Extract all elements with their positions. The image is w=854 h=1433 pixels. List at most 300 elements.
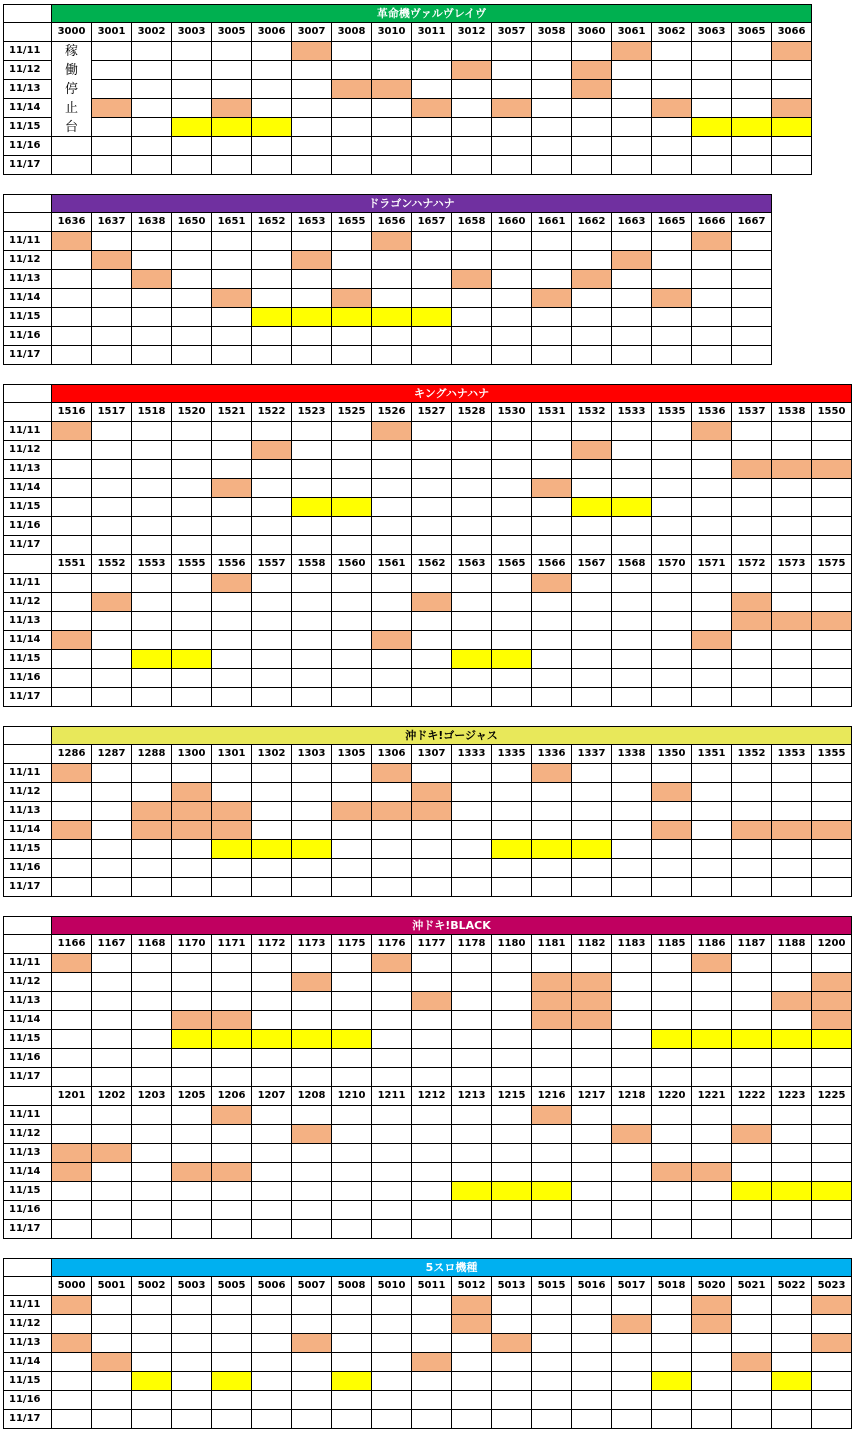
cell-empty [812, 422, 852, 441]
cell-empty [772, 1106, 812, 1125]
cell-empty [732, 99, 772, 118]
cell-empty [412, 156, 452, 175]
cell-yellow-mark [332, 498, 372, 517]
cell-empty [532, 536, 572, 555]
machine-number: 1575 [812, 555, 852, 574]
cell-empty [412, 42, 452, 61]
cell-orange-mark [572, 1011, 612, 1030]
cell-empty [612, 612, 652, 631]
cell-empty [732, 327, 772, 346]
cell-empty [652, 878, 692, 897]
cell-empty [372, 1144, 412, 1163]
date-row [3, 99, 812, 118]
cell-empty [212, 137, 252, 156]
cell-empty [732, 574, 772, 593]
cell-yellow-mark [372, 308, 412, 327]
cell-empty [172, 1106, 212, 1125]
cell-yellow-mark [252, 1030, 292, 1049]
cell-empty [492, 593, 532, 612]
cell-empty [372, 1353, 412, 1372]
cell-empty [612, 764, 652, 783]
date-row [3, 327, 772, 346]
cell-empty [172, 232, 212, 251]
cell-empty [732, 1011, 772, 1030]
cell-empty [572, 289, 612, 308]
machine-number: 1537 [732, 403, 772, 422]
cell-empty [252, 859, 292, 878]
machine-number: 1213 [452, 1087, 492, 1106]
cell-empty [412, 1125, 452, 1144]
machine-number: 1187 [732, 935, 772, 954]
cell-empty [212, 498, 252, 517]
cell-empty [372, 346, 412, 365]
cell-empty [812, 1106, 852, 1125]
machine-number: 5017 [612, 1277, 652, 1296]
cell-orange-mark [732, 460, 772, 479]
machine-number: 1353 [772, 745, 812, 764]
cell-empty [132, 517, 172, 536]
cell-empty [652, 1315, 692, 1334]
machine-number: 1566 [532, 555, 572, 574]
cell-empty [652, 42, 692, 61]
cell-empty [52, 289, 92, 308]
cell-empty [412, 859, 452, 878]
cell-empty [252, 1220, 292, 1239]
cell-empty [52, 156, 92, 175]
note-char: 稼 [64, 43, 78, 59]
cell-empty [292, 1201, 332, 1220]
cell-orange-mark [132, 821, 172, 840]
cell-yellow-mark [212, 118, 252, 137]
cell-empty [492, 764, 532, 783]
cell-yellow-mark [772, 118, 812, 137]
cell-empty [732, 783, 772, 802]
cell-empty [692, 441, 732, 460]
cell-empty [532, 1391, 572, 1410]
cell-empty [572, 821, 612, 840]
cell-empty [772, 783, 812, 802]
date-row [3, 1334, 852, 1353]
cell-empty [412, 612, 452, 631]
date-row [3, 441, 852, 460]
cell-empty [532, 232, 572, 251]
cell-orange-mark [452, 1315, 492, 1334]
machine-number: 1302 [252, 745, 292, 764]
cell-empty [732, 308, 772, 327]
cell-empty [212, 973, 252, 992]
machine-number: 1531 [532, 403, 572, 422]
date-row [3, 137, 812, 156]
cell-orange-mark [492, 1334, 532, 1353]
corner-cell [3, 213, 52, 232]
cell-empty [132, 1011, 172, 1030]
cell-empty [252, 1372, 292, 1391]
cell-empty [572, 156, 612, 175]
cell-empty [532, 1334, 572, 1353]
cell-orange-mark [332, 80, 372, 99]
cell-empty [372, 1106, 412, 1125]
cell-empty [812, 1125, 852, 1144]
cell-empty [252, 821, 292, 840]
cell-empty [212, 688, 252, 707]
cell-empty [772, 137, 812, 156]
cell-orange-mark [52, 422, 92, 441]
machine-number: 1300 [172, 745, 212, 764]
cell-empty [212, 1144, 252, 1163]
cell-yellow-mark [252, 308, 292, 327]
date-label: 11/11 [3, 232, 52, 251]
cell-orange-mark [572, 270, 612, 289]
cell-empty [732, 232, 772, 251]
cell-empty [452, 1106, 492, 1125]
cell-empty [612, 1391, 652, 1410]
machine-number: 1556 [212, 555, 252, 574]
cell-empty [252, 764, 292, 783]
corner-cell [3, 1087, 52, 1106]
cell-empty [452, 802, 492, 821]
cell-empty [492, 1372, 532, 1391]
cell-empty [812, 954, 852, 973]
cell-orange-mark [692, 954, 732, 973]
cell-empty [732, 1049, 772, 1068]
cell-empty [372, 973, 412, 992]
cell-orange-mark [292, 1334, 332, 1353]
cell-empty [332, 1011, 372, 1030]
cell-empty [292, 574, 332, 593]
cell-empty [252, 878, 292, 897]
machine-number: 1215 [492, 1087, 532, 1106]
cell-orange-mark [132, 802, 172, 821]
cell-empty [252, 574, 292, 593]
date-label: 11/13 [3, 612, 52, 631]
cell-empty [492, 327, 532, 346]
cell-empty [172, 1220, 212, 1239]
cell-empty [132, 840, 172, 859]
date-label: 11/12 [3, 593, 52, 612]
cell-empty [652, 460, 692, 479]
cell-empty [212, 612, 252, 631]
cell-empty [492, 1068, 532, 1087]
date-label: 11/17 [3, 688, 52, 707]
cell-empty [652, 1125, 692, 1144]
cell-empty [612, 593, 652, 612]
cell-empty [492, 631, 532, 650]
cell-empty [292, 80, 332, 99]
cell-empty [252, 289, 292, 308]
date-row [3, 859, 852, 878]
cell-orange-mark [532, 1011, 572, 1030]
machine-number: 1203 [132, 1087, 172, 1106]
cell-empty [292, 327, 332, 346]
cell-empty [332, 1163, 372, 1182]
cell-empty [492, 1106, 532, 1125]
cell-empty [412, 61, 452, 80]
cell-empty [652, 1201, 692, 1220]
cell-empty [612, 1410, 652, 1429]
cell-empty [292, 650, 332, 669]
cell-empty [52, 688, 92, 707]
cell-empty [452, 1163, 492, 1182]
date-label: 11/13 [3, 992, 52, 1011]
cell-empty [92, 61, 132, 80]
cell-orange-mark [532, 764, 572, 783]
machine-number: 1351 [692, 745, 732, 764]
date-row [3, 1410, 852, 1429]
cell-empty [692, 42, 732, 61]
cell-empty [92, 802, 132, 821]
cell-yellow-mark [572, 498, 612, 517]
date-label: 11/14 [3, 289, 52, 308]
cell-empty [292, 460, 332, 479]
cell-empty [172, 764, 212, 783]
cell-empty [772, 1068, 812, 1087]
cell-yellow-mark [332, 1030, 372, 1049]
cell-empty [492, 612, 532, 631]
cell-empty [612, 536, 652, 555]
machine-number: 5003 [172, 1277, 212, 1296]
machine-number: 1301 [212, 745, 252, 764]
cell-empty [572, 1068, 612, 1087]
cell-empty [452, 973, 492, 992]
cell-empty [372, 270, 412, 289]
cell-empty [52, 1182, 92, 1201]
cell-empty [452, 1049, 492, 1068]
cell-orange-mark [572, 61, 612, 80]
cell-empty [692, 1068, 732, 1087]
cell-orange-mark [612, 1125, 652, 1144]
cell-empty [612, 631, 652, 650]
cell-empty [92, 327, 132, 346]
cell-empty [212, 42, 252, 61]
cell-empty [572, 232, 612, 251]
cell-empty [332, 118, 372, 137]
cell-empty [172, 631, 212, 650]
machine-number: 5008 [332, 1277, 372, 1296]
cell-empty [692, 1049, 732, 1068]
cell-empty [572, 669, 612, 688]
cell-empty [612, 859, 652, 878]
cell-empty [372, 42, 412, 61]
cell-empty [252, 612, 292, 631]
date-row [3, 1315, 852, 1334]
cell-empty [412, 460, 452, 479]
cell-yellow-mark [292, 308, 332, 327]
date-label: 11/17 [3, 1410, 52, 1429]
cell-empty [132, 156, 172, 175]
cell-empty [372, 859, 412, 878]
cell-empty [332, 517, 372, 536]
cell-empty [372, 878, 412, 897]
cell-empty [732, 954, 772, 973]
cell-empty [612, 99, 652, 118]
cell-yellow-mark [772, 1372, 812, 1391]
cell-empty [452, 42, 492, 61]
cell-empty [172, 1391, 212, 1410]
cell-empty [92, 422, 132, 441]
cell-empty [492, 156, 532, 175]
cell-empty [52, 1068, 92, 1087]
cell-empty [332, 973, 372, 992]
cell-orange-mark [532, 574, 572, 593]
machine-number: 1166 [52, 935, 92, 954]
table-valvrave [3, 4, 812, 175]
cell-empty [652, 232, 692, 251]
cell-orange-mark [292, 251, 332, 270]
machine-number: 1335 [492, 745, 532, 764]
cell-empty [692, 327, 732, 346]
cell-empty [172, 1201, 212, 1220]
date-row [3, 840, 852, 859]
corner-cell [3, 555, 52, 574]
cell-yellow-mark [132, 650, 172, 669]
cell-empty [372, 1372, 412, 1391]
cell-empty [132, 1125, 172, 1144]
cell-empty [612, 1030, 652, 1049]
cell-empty [372, 1410, 412, 1429]
cell-empty [652, 80, 692, 99]
cell-empty [92, 631, 132, 650]
date-label: 11/13 [3, 1334, 52, 1353]
machine-number: 1178 [452, 935, 492, 954]
machine-number: 1170 [172, 935, 212, 954]
cell-empty [132, 878, 172, 897]
cell-empty [652, 612, 692, 631]
machine-number: 1183 [612, 935, 652, 954]
cell-empty [492, 1315, 532, 1334]
cell-empty [412, 1391, 452, 1410]
cell-empty [252, 270, 292, 289]
cell-empty [52, 783, 92, 802]
cell-empty [772, 1201, 812, 1220]
cell-empty [452, 479, 492, 498]
cell-empty [612, 992, 652, 1011]
cell-yellow-mark [212, 1030, 252, 1049]
cell-empty [372, 1068, 412, 1087]
cell-empty [692, 517, 732, 536]
cell-empty [612, 460, 652, 479]
cell-orange-mark [772, 821, 812, 840]
cell-empty [332, 1125, 372, 1144]
cell-empty [252, 327, 292, 346]
cell-empty [372, 574, 412, 593]
cell-empty [452, 422, 492, 441]
cell-empty [812, 1220, 852, 1239]
cell-empty [652, 308, 692, 327]
cell-empty [732, 1410, 772, 1429]
cell-empty [252, 232, 292, 251]
cell-empty [332, 859, 372, 878]
machine-number: 1528 [452, 403, 492, 422]
cell-empty [172, 536, 212, 555]
machine-number: 1182 [572, 935, 612, 954]
cell-empty [292, 536, 332, 555]
cell-empty [652, 1182, 692, 1201]
cell-empty [252, 1011, 292, 1030]
cell-empty [292, 859, 332, 878]
cell-empty [92, 1106, 132, 1125]
cell-empty [332, 1353, 372, 1372]
cell-empty [92, 1030, 132, 1049]
cell-empty [652, 631, 692, 650]
cell-orange-mark [52, 1296, 92, 1315]
date-label: 11/15 [3, 1182, 52, 1201]
cell-empty [172, 1372, 212, 1391]
cell-empty [52, 479, 92, 498]
cell-empty [572, 1144, 612, 1163]
table-okidoki-black [3, 916, 852, 1239]
cell-empty [412, 1334, 452, 1353]
date-label: 11/14 [3, 1353, 52, 1372]
machine-number: 1661 [532, 213, 572, 232]
cell-empty [412, 536, 452, 555]
cell-empty [772, 61, 812, 80]
cell-empty [612, 1220, 652, 1239]
machine-number: 1303 [292, 745, 332, 764]
cell-yellow-mark [452, 1182, 492, 1201]
machine-number: 5001 [92, 1277, 132, 1296]
cell-empty [492, 137, 532, 156]
cell-orange-mark [372, 80, 412, 99]
cell-yellow-mark [492, 650, 532, 669]
cell-empty [492, 973, 532, 992]
cell-empty [812, 1068, 852, 1087]
cell-empty [412, 80, 452, 99]
machine-number: 1535 [652, 403, 692, 422]
cell-empty [612, 137, 652, 156]
cell-empty [572, 593, 612, 612]
machine-number: 5023 [812, 1277, 852, 1296]
cell-orange-mark [772, 99, 812, 118]
cell-empty [132, 137, 172, 156]
cell-empty [132, 1391, 172, 1410]
cell-empty [172, 1296, 212, 1315]
cell-orange-mark [652, 1163, 692, 1182]
cell-empty [252, 688, 292, 707]
cell-orange-mark [412, 783, 452, 802]
cell-empty [52, 441, 92, 460]
cell-empty [612, 1106, 652, 1125]
machine-number: 1307 [412, 745, 452, 764]
cell-empty [652, 498, 692, 517]
cell-empty [732, 441, 772, 460]
cell-empty [812, 498, 852, 517]
cell-empty [332, 954, 372, 973]
cell-empty [212, 593, 252, 612]
cell-empty [412, 1372, 452, 1391]
cell-empty [652, 650, 692, 669]
cell-orange-mark [212, 802, 252, 821]
cell-empty [812, 631, 852, 650]
machine-number: 3001 [92, 23, 132, 42]
date-row [3, 517, 852, 536]
machine-number: 1522 [252, 403, 292, 422]
cell-empty [412, 1106, 452, 1125]
cell-empty [372, 593, 412, 612]
cell-orange-mark [212, 289, 252, 308]
cell-orange-mark [692, 1296, 732, 1315]
machine-number: 3007 [292, 23, 332, 42]
cell-empty [212, 61, 252, 80]
cell-empty [492, 954, 532, 973]
cell-empty [172, 1068, 212, 1087]
cell-empty [532, 137, 572, 156]
machine-number: 1338 [612, 745, 652, 764]
note-char: 止 [64, 100, 78, 116]
cell-empty [732, 1220, 772, 1239]
machine-number: 1217 [572, 1087, 612, 1106]
cell-orange-mark [332, 802, 372, 821]
machine-number: 5012 [452, 1277, 492, 1296]
